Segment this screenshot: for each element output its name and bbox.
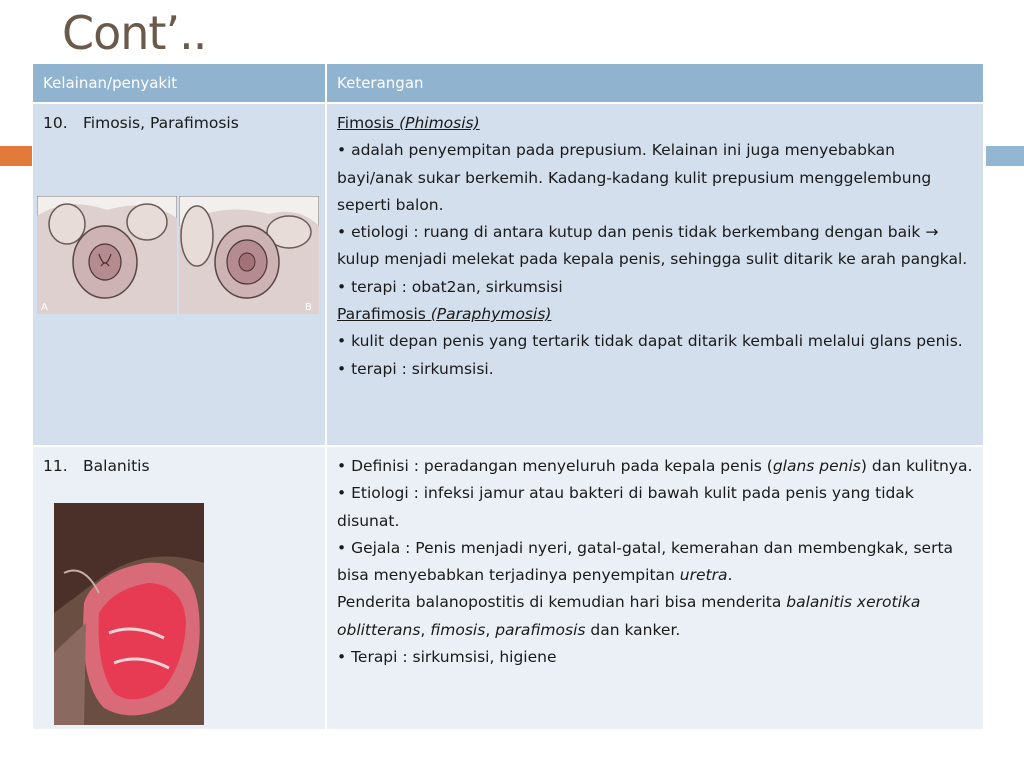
table-row <box>33 103 984 446</box>
image-label-b: B <box>305 302 312 313</box>
accent-bar-right <box>986 146 1024 166</box>
table-row <box>33 446 984 729</box>
balanitis-symptoms: • Gejala : Penis menjadi nyeri, gatal-gatal, kemerahan dan membengkak, serta bisa menyebabkan terjadinya penyempitan uretra. <box>337 538 954 585</box>
row-description-cell <box>326 103 984 446</box>
row-number: 11. <box>43 457 68 475</box>
arrow-right-icon: → <box>925 223 939 242</box>
parafimosis-definition: • kulit depan penis yang tertarik tidak dapat ditarik kembali melalui glans penis. <box>337 332 963 351</box>
row-number: 10. <box>43 114 68 132</box>
image-label-a: A <box>41 302 48 313</box>
accent-bar-left <box>0 146 32 166</box>
row-name: Fimosis, Parafimosis <box>83 114 239 132</box>
table-header-row <box>33 64 984 103</box>
balanitis-therapy: • Terapi : sirkumsisi, higiene <box>337 648 557 667</box>
fimosis-therapy: • terapi : obat2an, sirkumsisi <box>337 277 563 296</box>
header-kelainan: Kelainan/penyakit <box>33 64 326 103</box>
disease-table <box>33 64 985 729</box>
balanitis-etiology: • Etiologi : infeksi jamur atau bakteri di bawah kulit pada penis yang tidak disunat. <box>337 484 914 530</box>
phimosis-illustration-a <box>37 196 177 314</box>
fimosis-etiology: • etiologi : ruang di antara kutup dan penis tidak berkembang dengan baik → kulup menjadi melekat pada kepala penis, sehingga sulit ditarik ke arah pangkal. <box>337 223 968 269</box>
balanitis-definition: • Definisi : peradangan menyeluruh pada kepala penis (glans penis) dan kulitnya. <box>337 457 973 475</box>
header-keterangan: Keterangan <box>326 64 984 103</box>
row-name-cell <box>33 446 326 729</box>
balanitis-photo <box>54 503 204 725</box>
row-name-cell <box>33 103 326 446</box>
row-name: Balanitis <box>83 457 150 475</box>
fimosis-definition: • adalah penyempitan pada prepusium. Kelainan ini juga menyebabkan bayi/anak sukar berkemih. Kadang-kadang kulit prepusium menggelembung seperti balon. <box>337 141 932 214</box>
parafimosis-therapy: • terapi : sirkumsisi. <box>337 359 494 378</box>
phimosis-illustration-b <box>179 196 319 314</box>
parafimosis-heading: Parafimosis (Paraphymosis) <box>337 305 552 324</box>
balanitis-complications: Penderita balanopostitis di kemudian hari bisa menderita balanitis xerotika oblitterans, fimosis, parafimosis dan kanker. <box>337 593 921 639</box>
slide-title: Cont’.. <box>62 6 207 60</box>
fimosis-heading: Fimosis (Phimosis) <box>337 114 480 132</box>
row-description-cell <box>326 446 984 729</box>
